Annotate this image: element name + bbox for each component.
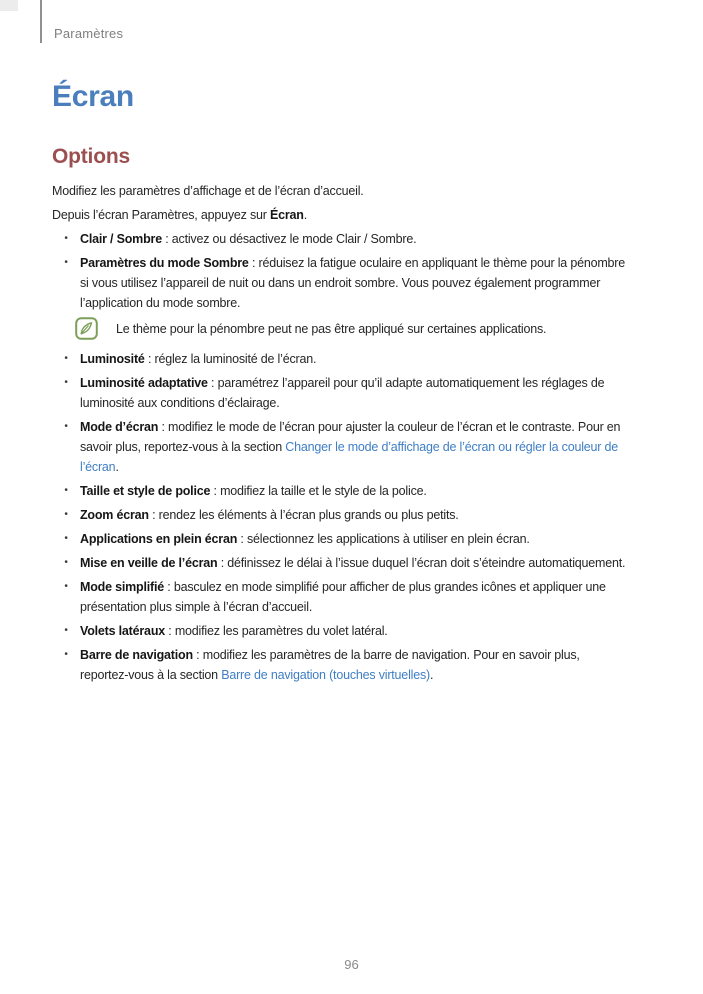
- page-title: Écran: [52, 80, 134, 113]
- section-link[interactable]: Barre de navigation (touches virtuelles): [221, 668, 430, 682]
- bullet-dot: •: [64, 353, 68, 364]
- bullet-text: [80, 417, 620, 477]
- text-run: si vous utilisez l’appareil de nuit ou dans un endroit sombre. Vous pouvez également programmer: [80, 276, 601, 290]
- bullet-dot: •: [64, 509, 68, 520]
- bullet-text: [80, 229, 416, 249]
- section-heading: Options: [52, 145, 130, 168]
- bold-term: Clair / Sombre: [80, 232, 162, 246]
- text-run: : réglez la luminosité de l’écran.: [144, 352, 317, 366]
- bold-term: Mise en veille de l’écran: [80, 556, 218, 570]
- section-link[interactable]: l’écran: [80, 460, 116, 474]
- header-divider: [40, 0, 42, 43]
- text-run: : rendez les éléments à l’écran plus grands ou plus petits.: [148, 508, 459, 522]
- list-item: [52, 229, 662, 249]
- text-run: savoir plus, reportez-vous à la section: [80, 440, 286, 454]
- page-number: 96: [344, 957, 359, 972]
- list-item: [52, 621, 662, 641]
- text-run: : activez ou désactivez le mode Clair / Sombre.: [161, 232, 417, 246]
- bullet-text: [80, 481, 427, 501]
- text-run: : modifiez le mode de l’écran pour ajuster la couleur de l’écran et le contraste. Pour en: [158, 420, 621, 434]
- bold-term: Zoom écran: [80, 508, 149, 522]
- text-run: : modifiez la taille et le style de la police.: [210, 484, 427, 498]
- bullet-text: [80, 645, 580, 685]
- main-content: [52, 0, 662, 689]
- intro: [52, 181, 662, 225]
- bullet-dot: •: [64, 557, 68, 568]
- text-run: présentation plus simple à l’écran d’accueil.: [80, 600, 313, 614]
- bullet-dot: •: [64, 533, 68, 544]
- bullet-dot: •: [64, 485, 68, 496]
- bullet-text: [80, 505, 459, 525]
- text-run: : définissez le délai à l’issue duquel l’écran doit s’éteindre automatiquement.: [217, 556, 626, 570]
- list-item: [52, 505, 662, 525]
- text-run: l’application du mode sombre.: [80, 296, 241, 310]
- bold-term: Barre de navigation: [80, 648, 193, 662]
- intro-paragraph: [52, 181, 662, 201]
- text-run: : réduisez la fatigue oculaire en appliquant le thème pour la pénombre: [248, 256, 625, 270]
- bold-term: Paramètres du mode Sombre: [80, 256, 249, 270]
- list-item: [52, 349, 662, 369]
- bullet-dot: •: [64, 257, 68, 268]
- bold-term: Applications en plein écran: [80, 532, 238, 546]
- bullet-text: [80, 253, 625, 313]
- list-item: [52, 529, 662, 549]
- text-run: .: [303, 208, 308, 222]
- bold-term: Luminosité adaptative: [80, 376, 208, 390]
- text-run: Depuis l’écran Paramètres, appuyez sur: [52, 208, 270, 222]
- bullet-text: [80, 349, 316, 369]
- text-run: Modifiez les paramètres d’affichage et de l’écran d’accueil.: [52, 184, 364, 198]
- bullet-dot: •: [64, 233, 68, 244]
- text-run: : modifiez les paramètres de la barre de navigation. Pour en savoir plus,: [192, 648, 580, 662]
- text-run: : modifiez les paramètres du volet latéral.: [165, 624, 388, 638]
- bullet-text: [80, 529, 530, 549]
- bullet-dot: •: [64, 421, 68, 432]
- options-content: [52, 229, 662, 685]
- breadcrumb: Paramètres: [54, 26, 124, 41]
- text-run: reportez-vous à la section: [80, 668, 222, 682]
- text-run: luminosité aux conditions d’éclairage.: [80, 396, 280, 410]
- intro-paragraph: [52, 205, 662, 225]
- list-item: [52, 481, 662, 501]
- bold-term: Mode d’écran: [80, 420, 159, 434]
- section-link[interactable]: Changer le mode d’affichage de l’écran ou régler la couleur de: [285, 440, 619, 454]
- corner-artifact: [0, 0, 18, 11]
- bold-term: Volets latéraux: [80, 624, 166, 638]
- bullet-text: [80, 373, 604, 413]
- bold-term: Luminosité: [80, 352, 145, 366]
- text-run: .: [429, 668, 434, 682]
- bullet-dot: •: [64, 581, 68, 592]
- note: [52, 317, 662, 340]
- text-run: : basculez en mode simplifié pour afficher de plus grandes icônes et appliquer une: [164, 580, 606, 594]
- list-item: [52, 253, 662, 313]
- text-run: .: [115, 460, 119, 474]
- bullet-text: [80, 577, 606, 617]
- text-run: : paramétrez l’appareil pour qu’il adapte automatiquement les réglages de: [207, 376, 605, 390]
- bold-term: Mode simplifié: [80, 580, 165, 594]
- text-run: : sélectionnez les applications à utiliser en plein écran.: [237, 532, 530, 546]
- list-item: [52, 577, 662, 617]
- list-item: [52, 417, 662, 477]
- note-text: Le thème pour la pénombre peut ne pas être appliqué sur certaines applications.: [116, 321, 547, 336]
- list-item: [52, 373, 662, 413]
- bullet-text: [80, 553, 625, 573]
- bullet-text: [80, 621, 388, 641]
- bullet-dot: •: [64, 649, 68, 660]
- note-pen-icon: [75, 317, 98, 340]
- list-item: [52, 553, 662, 573]
- list-item: [52, 645, 662, 685]
- bold-term: Écran: [270, 208, 304, 222]
- bullet-dot: •: [64, 625, 68, 636]
- bullet-dot: •: [64, 377, 68, 388]
- bold-term: Taille et style de police: [80, 484, 211, 498]
